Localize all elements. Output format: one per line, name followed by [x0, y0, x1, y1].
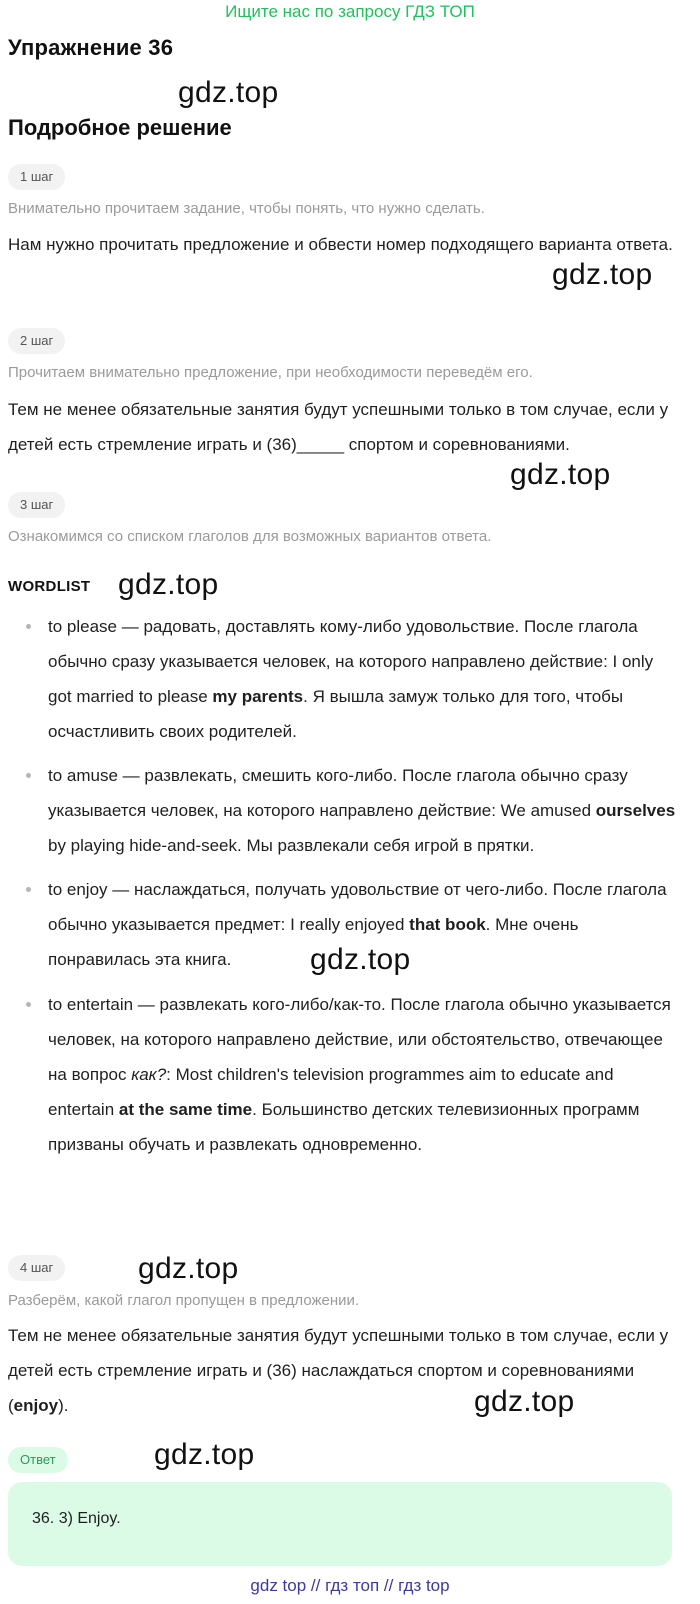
watermark: gdz.top: [474, 1385, 575, 1418]
watermark: gdz.top: [118, 568, 219, 601]
watermark: gdz.top: [178, 76, 279, 109]
step-1-pill: 1 шаг: [8, 164, 65, 190]
watermark: gdz.top: [552, 258, 653, 291]
answer-pill: Ответ: [8, 1447, 68, 1473]
watermark: gdz.top: [154, 1438, 255, 1471]
watermark: gdz.top: [310, 943, 411, 976]
wordlist-heading: WORDLIST: [8, 578, 91, 595]
bullet-icon: [26, 1002, 31, 1007]
bullet-icon: [26, 624, 31, 629]
bullet-icon: [26, 773, 31, 778]
step-4-text: Тем не менее обязательные занятия будут успешными только в том случае, если у детей есть стремление играть и (36) наслаждаться спортом и соревнованиями (enjoy).: [8, 1326, 669, 1415]
step-2-text: Тем не менее обязательные занятия будут успешными только в том случае, если у детей есть стремление играть и (36)_____ спортом и соревнованиями.: [8, 400, 669, 454]
step-4-pill: 4 шаг: [8, 1255, 65, 1281]
wordlist-item: to please — радовать, доставлять кому-либо удовольствие. После глагола обычно сразу указывается человек, на которого направлено действие: I only got married to please my parents. Я вышла замуж только для того, чтобы осчастливить своих родителей.: [48, 609, 678, 749]
step-3-pill: 3 шаг: [8, 492, 65, 518]
wordlist-item: to entertain — развлекать кого-либо/как-то. После глагола обычно указывается человек, на которого направлено действие, или обстоятельство, отвечающее на вопрос как?: Most children's television programmes aim to educate and entertain at the same time. Большинство детских телевизионных программ призваны обучать и развлекать одновременно.: [48, 987, 678, 1162]
wordlist-item: to amuse — развлекать, смешить кого-либо. После глагола обычно сразу указывается человек, на которого направлено действие: We amused ourselves by playing hide-and-seek. Мы развлекали себя игрой в прятки.: [48, 758, 678, 863]
watermark: gdz.top: [510, 458, 611, 491]
step-2-hint: Прочитаем внимательно предложение, при необходимости переведём его.: [8, 364, 533, 381]
step-1-text: Нам нужно прочитать предложение и обвести номер подходящего варианта ответа.: [8, 235, 673, 254]
bullet-icon: [26, 887, 31, 892]
step-4-hint: Разберём, какой глагол пропущен в предложении.: [8, 1292, 360, 1309]
watermark: gdz.top: [138, 1252, 239, 1285]
page-title: Упражнение 36: [8, 35, 174, 60]
answer-box: [8, 1482, 672, 1566]
step-2-pill: 2 шаг: [8, 328, 65, 354]
answer-text: 36. 3) Enjoy.: [32, 1510, 121, 1527]
wordlist-item: to enjoy — наслаждаться, получать удовольствие от чего-либо. После глагола обычно указывается предмет: I really enjoyed that book. Мне очень понравилась эта книга.: [48, 872, 678, 977]
top-banner[interactable]: Ищите нас по запросу ГДЗ ТОП: [225, 2, 475, 21]
footer-links[interactable]: gdz top // гдз топ // гдз top: [250, 1576, 450, 1595]
step-3-hint: Ознакомимся со списком глаголов для возможных вариантов ответа.: [8, 528, 492, 545]
step-1-hint: Внимательно прочитаем задание, чтобы понять, что нужно сделать.: [8, 200, 485, 217]
section-title: Подробное решение: [8, 115, 232, 140]
